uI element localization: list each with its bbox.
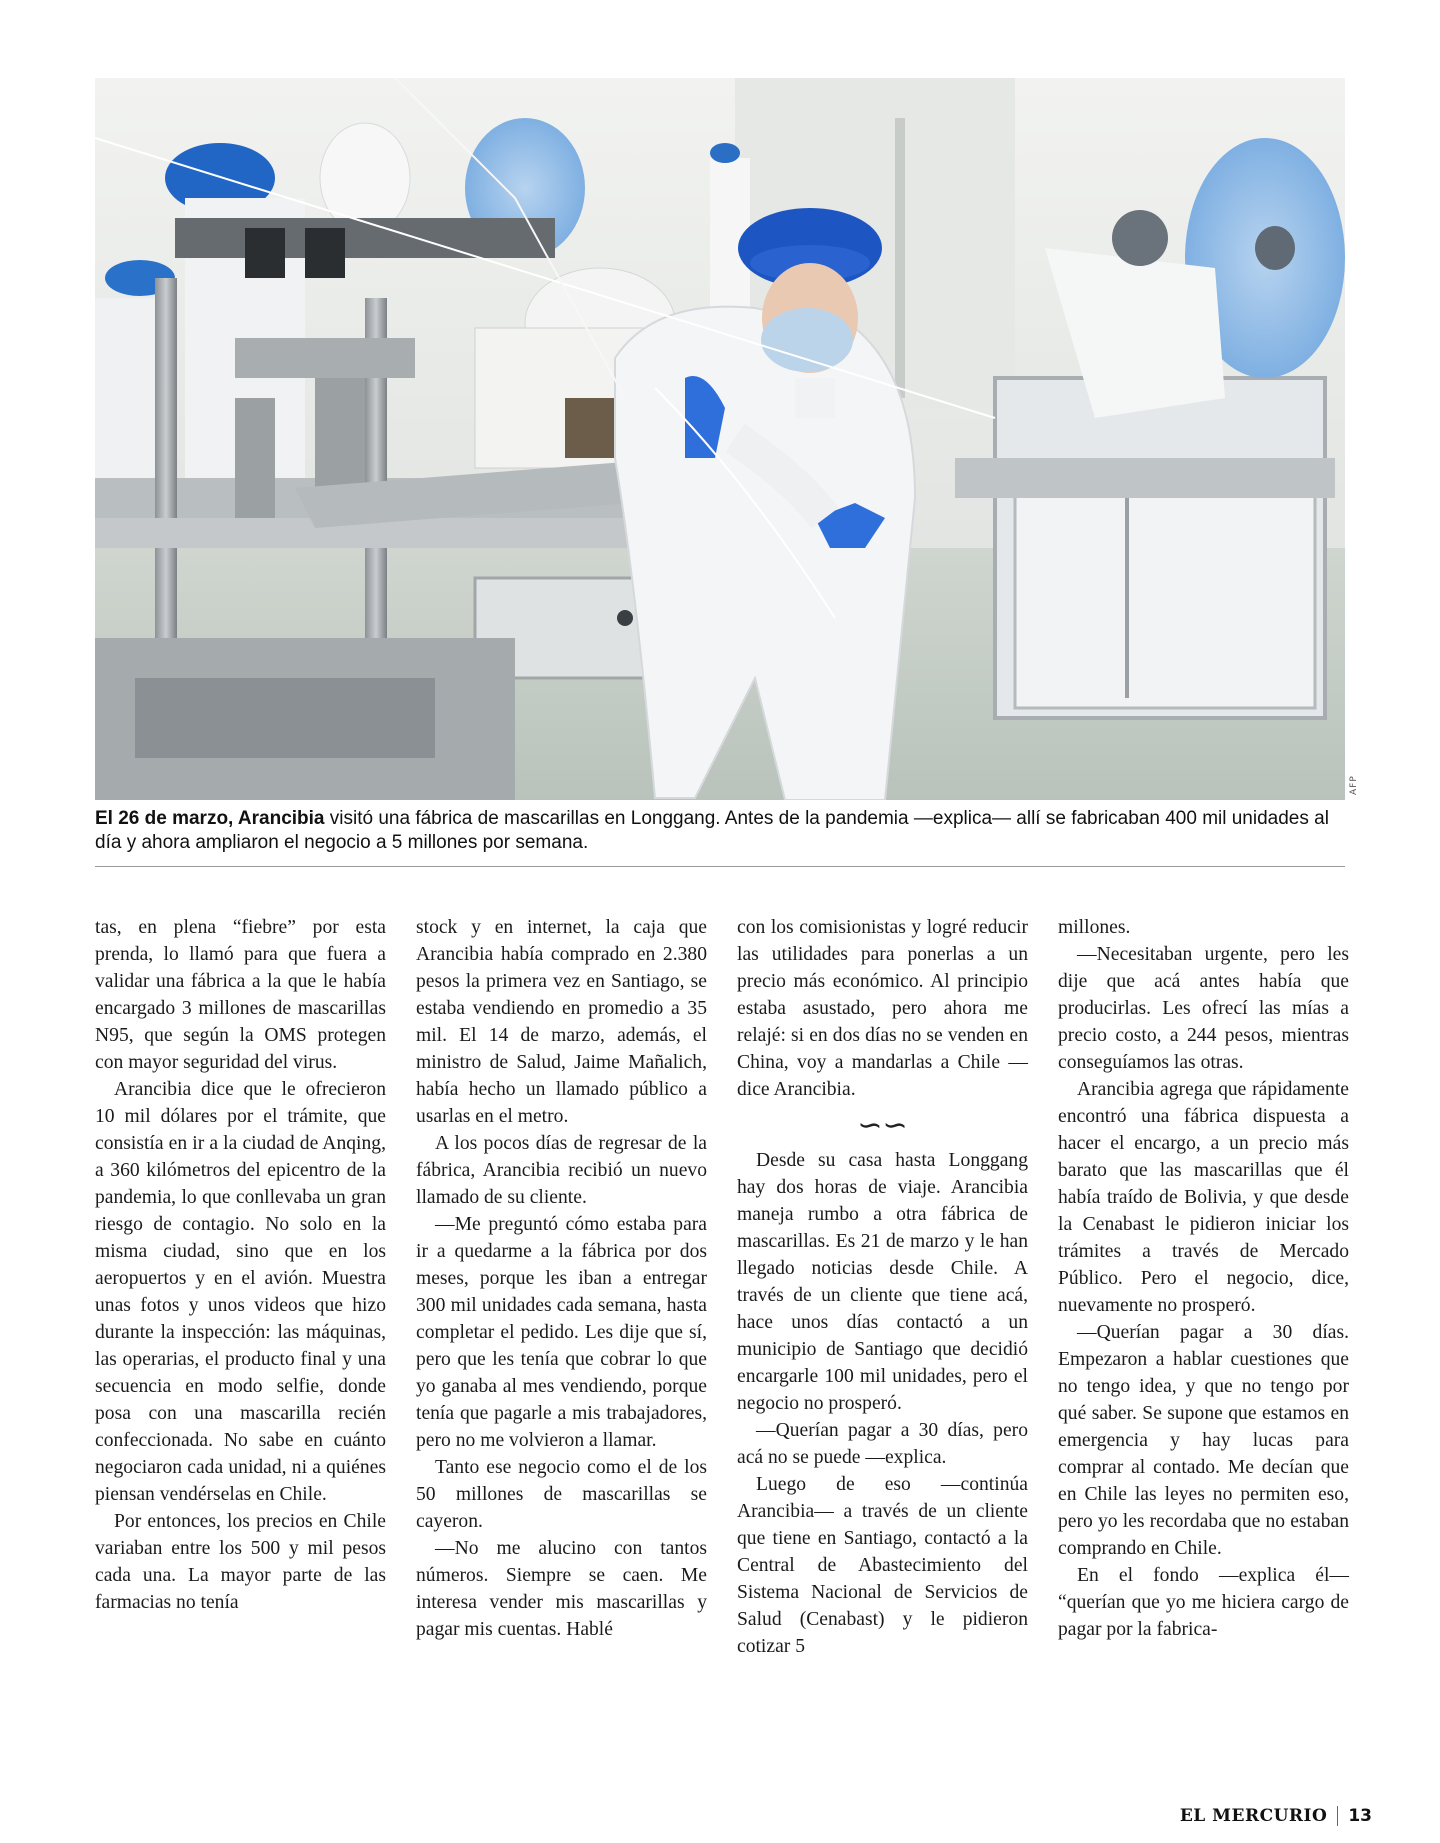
paragraph: —Querían pagar a 30 días. Empezaron a hablar cuestiones que no tengo idea, y que no tengo por qué saber. Se supone que estamos en emergencia y hay lucas para comprar al contado. Me decían que en Chile las leyes no permiten eso, pero yo les recordaba que no estaban comprando en Chile. [1058, 1322, 1349, 1559]
page-footer [1180, 1806, 1372, 1826]
paragraph: Arancibia agrega que rápidamente encontró una fábrica dispuesta a hacer el encargo, a un precio más barato que las mascarillas que él había traído de Bolivia, y que desde la Cenabast le pidieron iniciar los trámites a través de Mercado Público. Pero el negocio, dice, nuevamente no prosperó. [1058, 1079, 1349, 1316]
paragraph: En el fondo —explica él— “querían que yo me hiciera cargo de pagar por la fabrica- [1058, 1565, 1349, 1640]
paragraph: —No me alucino con tantos números. Siempre se caen. Me interesa vender mis mascarillas y pagar mis cuentas. Hablé [416, 1538, 707, 1640]
paragraph: —Me preguntó cómo estaba para ir a quedarme a la fábrica por dos meses, porque les iban a entregar 300 mil unidades cada semana, hasta completar el pedido. Les dije que sí, pero que les tenía que cobrar lo que yo ganaba al mes vendiendo, porque tenía que pagarle a mis trabajadores, pero no me volvieron a llamar. [416, 1214, 707, 1451]
paragraph: —Querían pagar a 30 días, pero acá no se puede —explica. [737, 1420, 1028, 1468]
caption-lead: El 26 de marzo, Arancibia [95, 808, 325, 829]
caption-text: visitó una fábrica de mascarillas en Longgang. Antes de la pandemia —explica— allí se fabricaban 400 mil unidades al día y ahora ampliaron el negocio a 5 millones por semana. [95, 808, 1329, 853]
photo-caption [95, 807, 1345, 855]
photo-credit: AFP [1349, 775, 1359, 795]
factory-photo [95, 78, 1345, 800]
article-body [95, 914, 1350, 1734]
caption-divider [95, 866, 1345, 867]
paragraph: Desde su casa hasta Longgang hay dos horas de viaje. Arancibia maneja rumbo a otra fábrica de mascarillas. Es 21 de marzo y le han llegado noticias desde Chile. A través de un cliente que tiene acá, hace unos días contactó a un municipio de Santiago que decidió encargarle 100 mil unidades, pero el negocio no prosperó. [737, 1150, 1028, 1414]
article-column-1 [95, 914, 386, 1734]
paragraph: tas, en plena “fiebre” por esta prenda, lo llamó para que fuera a validar una fábrica a la que le había encargado 3 millones de mascarillas N95, que según la OMS protegen con mayor seguridad del virus. [95, 917, 386, 1073]
footer-divider [1337, 1806, 1338, 1826]
article-column-4 [1058, 914, 1349, 1734]
paragraph: Por entonces, los precios en Chile variaban entre los 500 y mil pesos cada una. La mayor parte de las farmacias no tenía [95, 1511, 386, 1613]
paragraph: stock y en internet, la caja que Arancibia había comprado en 2.380 pesos la primera vez en Santiago, se estaba vendiendo en promedio a 35 mil. El 14 de marzo, además, el ministro de Salud, Jaime Mañalich, había hecho un llamado público a usarlas en el metro. [416, 917, 707, 1127]
paragraph: millones. [1058, 917, 1131, 938]
factory-photo-illustration [95, 78, 1345, 800]
paragraph: con los comisionistas y logré reducir las utilidades para ponerlas a un precio más económico. Al principio estaba asustado, pero ahora me relajé: si en dos días no se venden en China, voy a mandarlas a Chile —dice Arancibia. [737, 917, 1028, 1100]
paragraph: Arancibia dice que le ofrecieron 10 mil dólares por el trámite, que consistía en ir a la ciudad de Anqing, a 360 kilómetros del epicentro de la pandemia, lo que conllevaba un gran riesgo de contagio. No solo en la misma ciudad, sino que en los aeropuertos y en el avión. Muestra unas fotos y unos videos que hizo durante la inspección: las máquinas, las operarias, el producto final y una secuencia en modo selfie, donde posa con una mascarilla recién confeccionada. No sabe en cuánto negociaron cada unidad, ni a quiénes piensan vendérselas en Chile. [95, 1079, 386, 1505]
article-column-2 [416, 914, 707, 1734]
paragraph: Luego de eso —continúa Arancibia— a través de un cliente que tiene en Santiago, contactó a la Central de Abastecimiento del Sistema Nacional de Servicios de Salud (Cenabast) y le pidieron cotizar 5 [737, 1474, 1028, 1657]
paragraph: —Necesitaban urgente, pero les dije que acá antes había que producirlas. Les ofrecí las mías a precio costo, a 244 pesos, mientras conseguíamos las otras. [1058, 944, 1349, 1073]
section-ornament: ∽∽ [857, 1108, 908, 1142]
page-number: 13 [1348, 1806, 1372, 1826]
paragraph: Tanto ese negocio como el de los 50 millones de mascarillas se cayeron. [416, 1457, 707, 1532]
publication-name: EL MERCURIO [1179, 1806, 1328, 1826]
paragraph: A los pocos días de regresar de la fábrica, Arancibia recibió un nuevo llamado de su cliente. [416, 1133, 707, 1208]
article-column-3 [737, 914, 1028, 1734]
